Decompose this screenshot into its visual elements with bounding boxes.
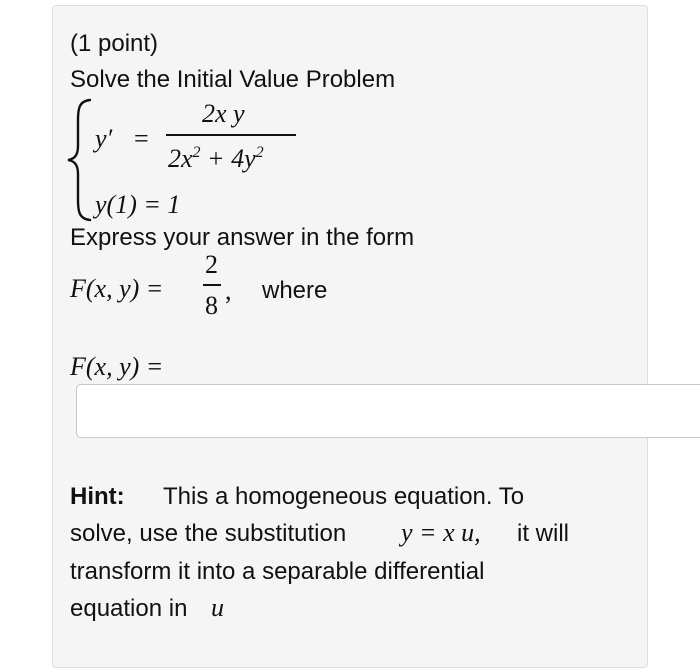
ode-denominator-part1: 2x xyxy=(168,144,193,173)
hint-line4: equation in xyxy=(70,595,188,622)
ode-denominator-plus: + 4y xyxy=(200,144,256,173)
form-lhs: F(x, y) = xyxy=(70,274,164,303)
points-label: (1 point) xyxy=(70,30,159,57)
answer-label: F(x, y) = xyxy=(70,352,164,381)
ode-equals: = xyxy=(134,124,149,153)
express-text: Express your answer in the form xyxy=(70,224,415,251)
hint-substitution: y = x u, xyxy=(401,518,481,547)
ode-lhs: y′ xyxy=(95,124,113,153)
initial-condition: y(1) = 1 xyxy=(95,190,181,219)
form-numerator: 2 xyxy=(205,250,218,279)
ode-fraction-bar xyxy=(166,134,296,136)
problem-title: Solve the Initial Value Problem xyxy=(70,66,396,93)
left-brace-icon xyxy=(64,96,94,224)
form-denominator: 8 xyxy=(205,291,218,320)
hint-line3: transform it into a separable differential xyxy=(70,558,485,585)
ode-denominator-exp1: 2 xyxy=(192,144,201,161)
hint-label: Hint: xyxy=(70,483,125,510)
where-text: where xyxy=(262,277,328,304)
ode-denominator-exp2: 2 xyxy=(255,144,264,161)
form-comma: , xyxy=(225,276,232,305)
hint-line1: This a homogeneous equation. To xyxy=(163,483,525,510)
hint-variable: u xyxy=(211,593,224,622)
answer-input[interactable] xyxy=(76,384,700,438)
ode-numerator: 2x y xyxy=(202,99,245,128)
ode-denominator xyxy=(168,144,264,178)
form-fraction-bar xyxy=(203,284,221,286)
hint-line2-start: solve, use the substitution xyxy=(70,520,347,547)
hint-line2-end: it will xyxy=(517,520,569,547)
